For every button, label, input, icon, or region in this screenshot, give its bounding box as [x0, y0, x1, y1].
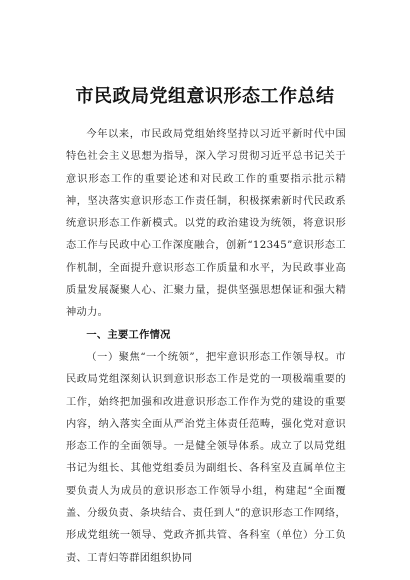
intro-paragraph: 今年以来，市民政局党组始终坚持以习近平新时代中国特色社会主义思想为指导，深入学习贯彻习近平总书记关于意识形态工作的重要论述和对民政工作的重要指示批示精神，坚决落实意识形态工作责任制，积极探索新时代民政系统意识形态工作新模式。以党的政治建设为统领，将意识形态工作与民政中心工作深度融合，创新“12345”意识形态工作机制，全面提升意识形态工作质量和水平，为民政事业高质量发展凝聚人心、汇聚力量，提供坚强思想保证和强大精神动力。	[66, 129, 346, 319]
section-heading: 一、主要工作情况	[86, 329, 171, 341]
document-title: 市民政局党组意识形态工作总结	[75, 86, 335, 107]
document-body	[66, 124, 346, 570]
section-paragraph: （一）聚焦“一个统领”，把牢意识形态工作领导权。市民政局党组深刻认识到意识形态工作是党的一项极端重要的工作，始终把加强和改进意识形态工作作为党的建设的重要内容，纳入落实全面从严治党主体责任范畴，强化党对意识形态工作的全面领导。一是健全领导体系。成立了以局党组书记为组长、其他党组委员为副组长、各科室及直属单位主要负责人为成员的意识形态工作领导小组，构建起“全面覆盖、分级负责、条块结合、责任到人”的意识形态工作网络，形成党组统一领导、党政齐抓共管、各科室（单位）分工负责、工青妇等群团组织协同	[66, 351, 346, 564]
